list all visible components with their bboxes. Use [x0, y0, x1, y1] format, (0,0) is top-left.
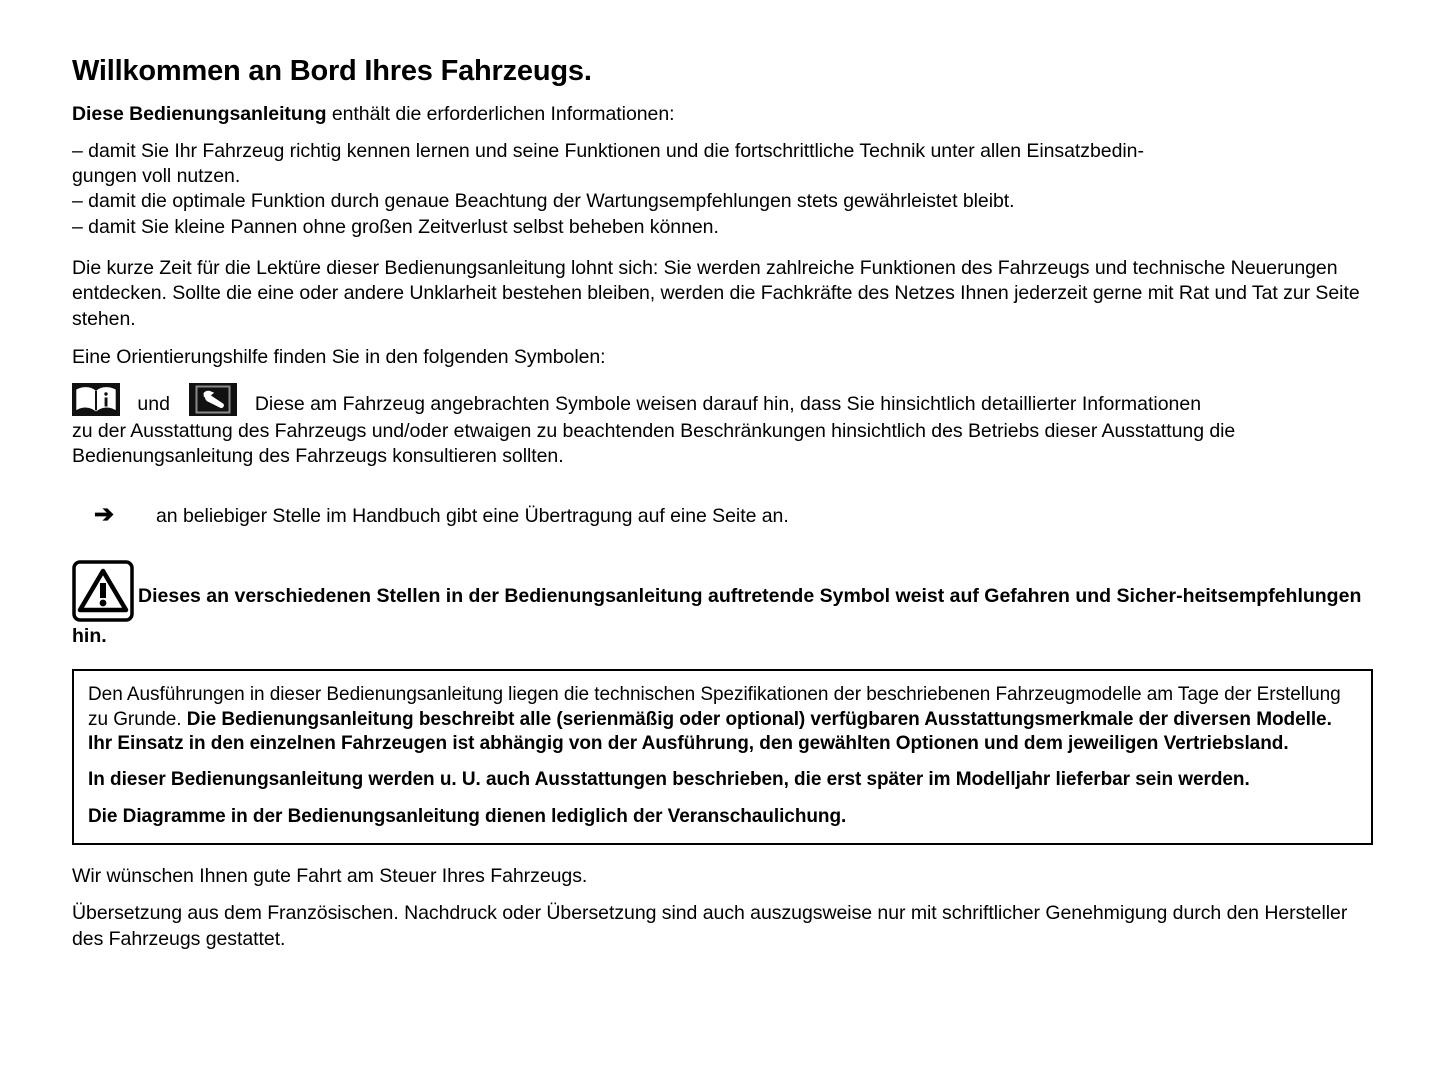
- arrow-note: [72, 503, 1373, 529]
- symbols-explanation: [72, 383, 1373, 469]
- notice-p1-normal: Den Ausführungen in dieser Bedienungsanleitung liegen die technischen Spezifikationen der beschriebenen Fahrzeugmodelle am Tage der Erstellung zu Grunde.: [88, 684, 1341, 730]
- bullet-item-1-cont: gungen voll nutzen.: [72, 165, 241, 188]
- warning-note-text: Dieses an verschiedenen Stellen in der Bedienungsanleitung auftretende Symbol weist auf Gefahren und Sicher-heitsempfehlungen hin.: [72, 584, 1362, 647]
- notice-paragraph-1: [88, 683, 1357, 756]
- page-title: Willkommen an Bord Ihres Fahrzeugs.: [72, 55, 592, 87]
- intro-rest: enthält die erforderlichen Informationen:: [326, 103, 675, 126]
- body-paragraph: Die kurze Zeit für die Lektüre dieser Bedienungsanleitung lohnt sich: Sie werden zahlreiche Funktionen des Fahrzeugs und technische Neuerungen entdecken. Sollte die eine oder andere Unklarheit bestehen bleiben, werden die Fachkräfte des Netzes Ihnen jederzeit gerne mit Rat und Tat zur Seite stehen.: [72, 257, 1360, 330]
- notice-paragraph-3: Die Diagramme in der Bedienungsanleitung dienen lediglich der Veranschaulichung.: [88, 805, 847, 827]
- intro-paragraph: [72, 102, 1373, 127]
- symbols-conjunction: und: [137, 393, 170, 416]
- wrench-icon: [189, 383, 237, 416]
- notice-box: [72, 669, 1373, 845]
- notice-p1-bold: Die Bedienungsanleitung beschreibt alle (serienmäßig oder optional) verfügbaren Ausstattungsmerkmale der diversen Modelle. Ihr Einsatz in den einzelnen Fahrzeugen ist abhängig von der Ausführung, den gewählten Optionen und dem jeweiligen Vertriebsland.: [88, 708, 1332, 755]
- closing-section: [72, 864, 1373, 952]
- arrow-note-text: an beliebiger Stelle im Handbuch gibt eine Übertragung auf eine Seite an.: [156, 505, 789, 528]
- bullet-item-2: – damit die optimale Funktion durch genaue Beachtung der Wartungsempfehlungen stets gewährleistet bleibt.: [72, 190, 1015, 213]
- warning-note: [72, 560, 1373, 652]
- orientation-paragraph: Eine Orientierungshilfe finden Sie in den folgenden Symbolen:: [72, 346, 606, 369]
- notice-paragraph-2: In dieser Bedienungsanleitung werden u. U. auch Ausstattungen beschrieben, die erst später im Modelljahr lieferbar sein werden.: [88, 769, 1250, 791]
- bullet-list: [72, 139, 1373, 240]
- right-arrow-icon: ➔: [94, 501, 115, 529]
- closing-line-2: Übersetzung aus dem Französischen. Nachdruck oder Übersetzung sind auch auszugsweise nur mit schriftlicher Genehmigung durch den Hersteller des Fahrzeugs gestattet.: [72, 902, 1348, 950]
- bullet-item-1: – damit Sie Ihr Fahrzeug richtig kennen lernen und seine Funktionen und die fortschrittliche Technik unter allen Einsatzbedin-: [72, 139, 1144, 162]
- warning-triangle-icon: [72, 560, 134, 622]
- symbols-lead-line: [72, 383, 1373, 417]
- closing-line-1: Wir wünschen Ihnen gute Fahrt am Steuer Ihres Fahrzeugs.: [72, 865, 588, 887]
- bullet-item-3: – damit Sie kleine Pannen ohne großen Zeitverlust selbst beheben können.: [72, 215, 719, 238]
- symbols-text-rest: zu der Ausstattung des Fahrzeugs und/oder etwaigen zu beachtenden Beschränkungen hinsichtlich des Betriebs dieser Ausstattung die Bedienungsanleitung des Fahrzeugs konsultieren sollten.: [72, 419, 1236, 468]
- symbols-text-line1: Diese am Fahrzeug angebrachten Symbole weisen darauf hin, dass Sie hinsichtlich detaillierter Informationen: [254, 393, 1202, 416]
- intro-bold-lead: Diese Bedienungsanleitung: [72, 103, 327, 126]
- book-info-icon: [72, 383, 120, 416]
